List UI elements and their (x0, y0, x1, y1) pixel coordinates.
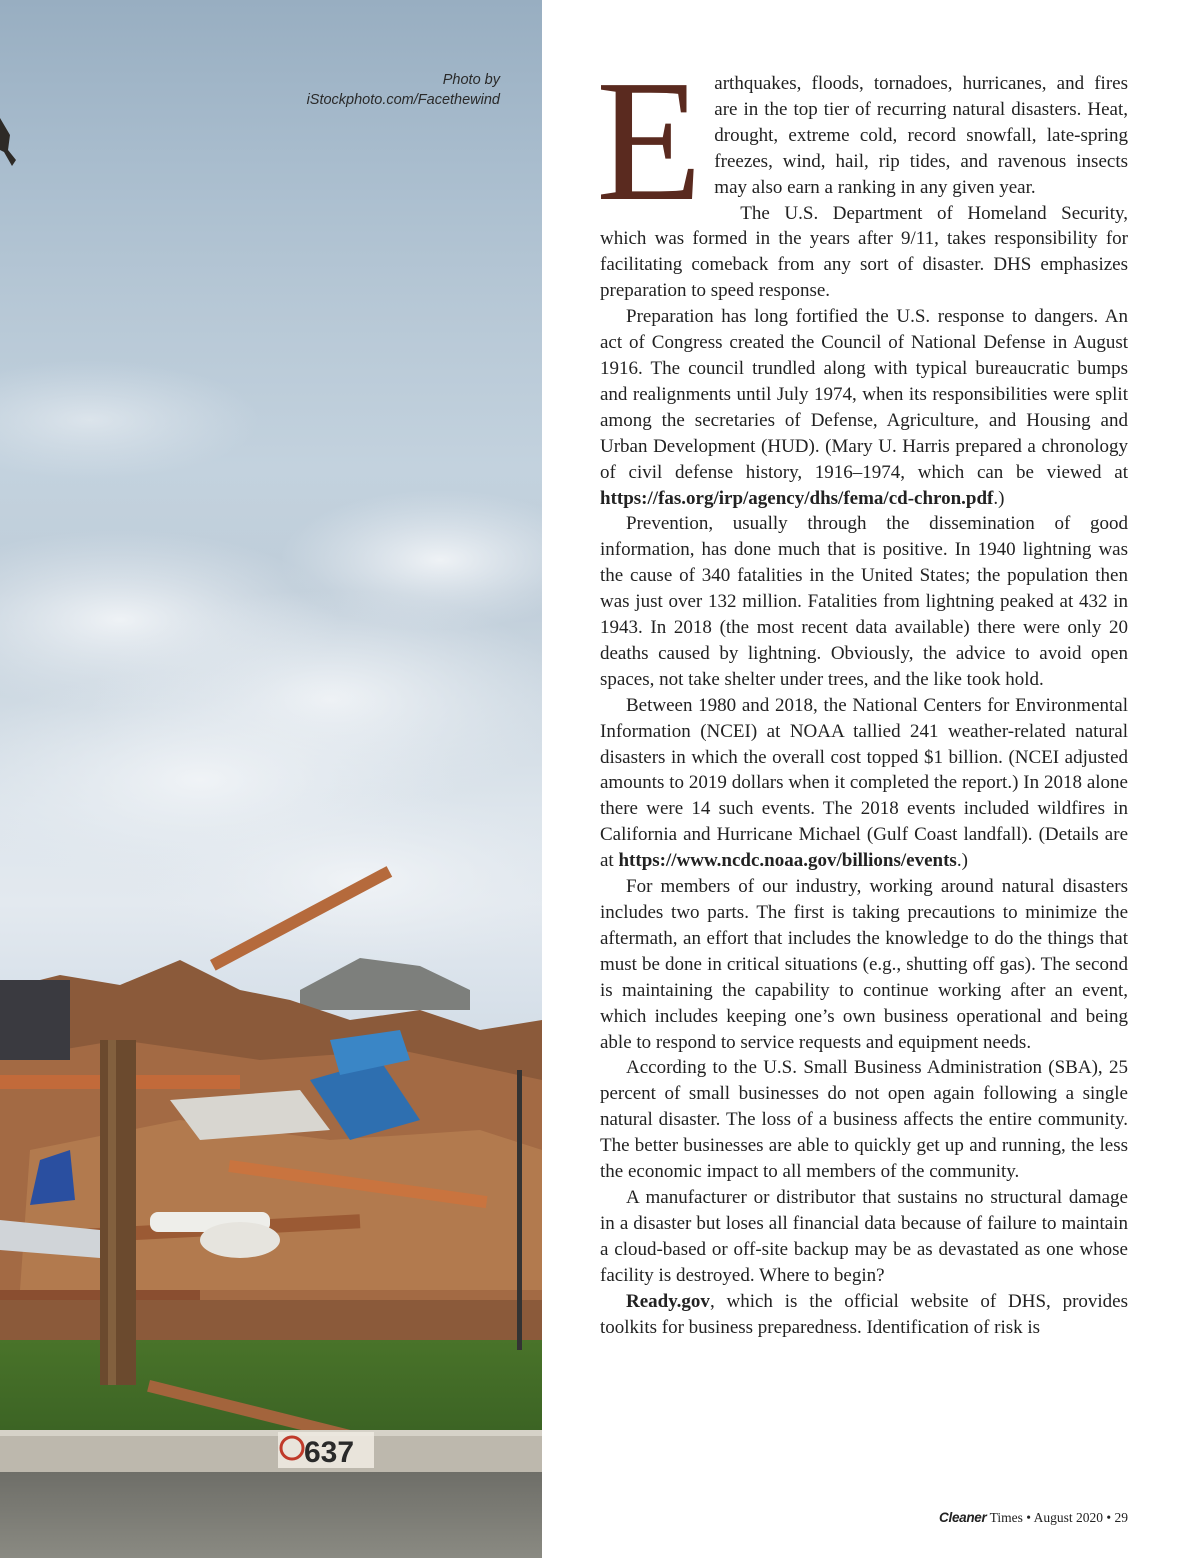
curb-number: 637 (304, 1436, 355, 1469)
page-number: 29 (1114, 1510, 1128, 1525)
page-footer: Cleaner Times • August 2020 • 29 (939, 1510, 1128, 1525)
article-paragraph: Earthquakes, floods, tornadoes, hurricanes, and fires are in the top tier of recurring natural disasters. Heat, drought, extreme cold, record snowfall, late-spring freezes, wind, hail, rip tides, and ravenous insects may also earn a ranking in any given year. (596, 44, 1128, 237)
article-paragraph: For members of our industry, working around natural disasters includes two parts. The first is taking precautions to minimize the aftermath, an effort that includes the knowledge to do the things that must be done in critical situations (e.g., shutting off gas). The second is maintaining the capability to continue working after an event, which includes keeping one’s own business operational and being able to respond to service requests and equipment needs. (600, 876, 1128, 1053)
link-fas-chronology[interactable]: https://fas.org/irp/agency/dhs/fema/cd-chron.pdf (600, 487, 994, 509)
photo-scene (0, 0, 542, 1558)
magazine-brand: Cleaner (939, 1510, 987, 1525)
article-paragraph: Prevention, usually through the dissemination of good information, has done much that is positive. In 1940 lightning was the cause of 340 fatalities in the United States; the population then was just over 132 million. Fatalities from lightning peaked at 432 in 1943. In 2018 (the most recent data available) there were only 20 deaths caused by lightning. Obviously, the advice to avoid open spaces, not take shelter under trees, and the like took hold. (600, 513, 1128, 690)
photo-credit-line2: iStockphoto.com/Facethewind (306, 92, 500, 108)
photo-credit (307, 70, 500, 110)
article-paragraph: According to the U.S. Small Business Administration (SBA), 25 percent of small businesses do not open again following a single natural disaster. The loss of a business affects the entire community. The better businesses are able to quickly get up and running, the less the economic impact to all members of the community. (600, 1057, 1128, 1183)
tornado-debris-photo (0, 0, 542, 1558)
link-ready-gov[interactable]: Ready.gov (626, 1290, 710, 1312)
article-paragraph: The U.S. Department of Homeland Security, which was formed in the years after 9/11, takes responsibility for facilitating comeback from any sort of disaster. DHS emphasizes preparation to speed response. (600, 202, 1128, 302)
photo-credit-line1: Photo by (442, 72, 500, 88)
article-paragraph: Preparation has long fortified the U.S. response to dangers. An act of Congress created the Council of National Defense in August 1916. The council trundled along with typical bureaucratic bumps and realignments until July 1974, when its responsibilities were split among the secretaries of Defense, Agriculture, and Housing and Urban Development (HUD). (Mary U. Harris prepared a chronology of civil defense history, 1916–1974, which can be viewed at https://fas.org/irp/agency/dhs/fema/cd-chron.pdf.) (600, 306, 1128, 509)
article-paragraph: A manufacturer or distributor that sustains no structural damage in a disaster but loses all financial data because of failure to maintain a cloud-based or off-site backup may be as devastated as one whose facility is destroyed. Where to begin? (600, 1186, 1128, 1286)
link-ncdc-billions[interactable]: https://www.ncdc.noaa.gov/billions/events (618, 850, 957, 872)
article-paragraph: Ready.gov, which is the official website of DHS, provides toolkits for business preparedness. Identification of risk is (600, 1290, 1128, 1338)
article-paragraph: Between 1980 and 2018, the National Centers for Environmental Information (NCEI) at NOAA tallied 241 weather-related natural disasters in which the overall cost topped $1 billion. (NCEI adjusted amounts to 2019 dollars when it completed the report.) In 2018 alone there were 14 such events. The 2018 events included wildfires in California and Hurricane Michael (Gulf Coast landfall). (Details are at https://www.ncdc.noaa.gov/billions/events.) (600, 694, 1128, 872)
article-body (596, 44, 1128, 1340)
issue-date: August 2020 (1033, 1510, 1104, 1525)
drop-cap: E (596, 44, 703, 237)
